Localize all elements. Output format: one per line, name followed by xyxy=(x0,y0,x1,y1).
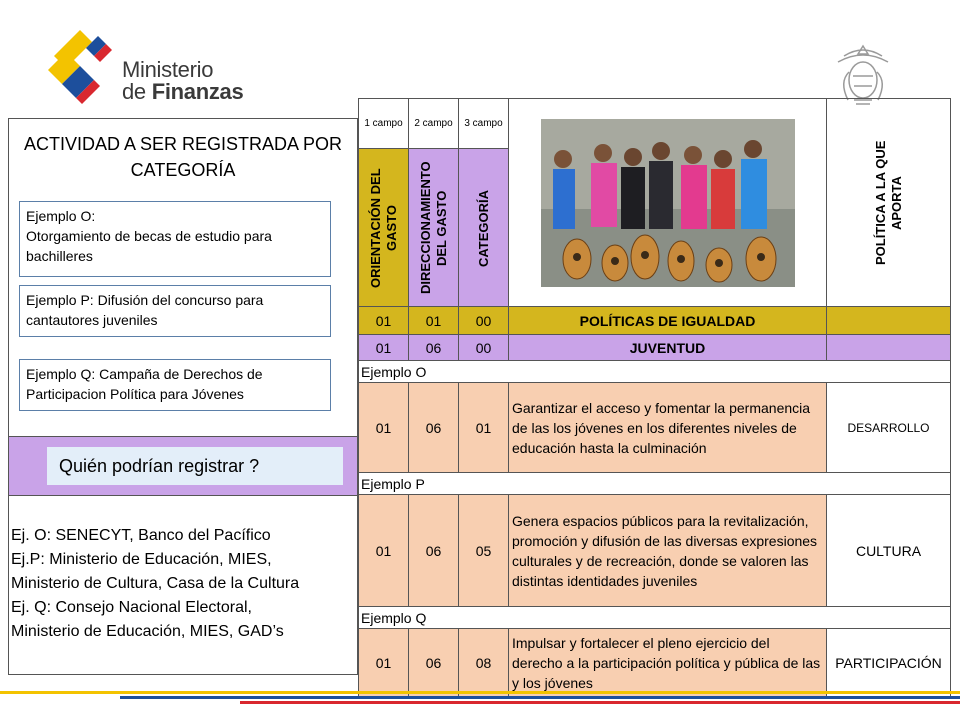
cell-politica: CULTURA xyxy=(827,495,951,607)
who-list xyxy=(8,496,358,675)
cell-campo-3: 05 xyxy=(459,495,509,607)
categoria-label: CATEGORÍA xyxy=(475,188,491,267)
politica-header-label: POLÍTICA A LA QUE APORTA xyxy=(872,140,904,265)
example-q-row-label: Ejemplo Q xyxy=(359,607,951,629)
cell-description: POLÍTICAS DE IGUALDAD xyxy=(509,307,827,335)
example-label-row xyxy=(359,361,951,383)
table-row xyxy=(359,307,951,335)
who-title: Quién podrían registrar ? xyxy=(47,447,343,485)
header-campo-1: 1 campo xyxy=(359,99,409,149)
cell-description: Impulsar y fortalecer el pleno ejercicio del derecho a la participación política y pública de las y los jóvenes xyxy=(509,629,827,697)
who-item: Ej. Q: Consejo Nacional Electoral, xyxy=(11,599,252,616)
youth-photo xyxy=(541,119,795,287)
who-item: Ministerio de Cultura, Casa de la Cultura xyxy=(11,575,300,592)
cell-campo-2: 06 xyxy=(409,495,459,607)
direccionamiento-header xyxy=(409,149,459,307)
who-item: Ej. O: SENECYT, Banco del Pacífico xyxy=(11,527,271,544)
bottom-stripe-red xyxy=(240,701,960,704)
example-label-row xyxy=(359,607,951,629)
cell-politica: PARTICIPACIÓN xyxy=(827,629,951,697)
activity-box xyxy=(8,118,358,437)
youth-photo-cell xyxy=(509,99,827,307)
who-item: Ej.P: Ministerio de Educación, MIES, xyxy=(11,551,272,568)
cell-politica xyxy=(827,307,951,335)
cell-description: Genera espacios públicos para la revitalización, promoción y difusión de las diversas expresiones culturales y de recreación, donde se valoren las distintas identidades juveniles xyxy=(509,495,827,607)
ministerio-logo-text xyxy=(122,59,243,103)
who-band xyxy=(8,436,358,496)
example-label-row xyxy=(359,473,951,495)
cell-campo-3: 01 xyxy=(459,383,509,473)
example-p-box: Ejemplo P: Difusión del concurso para cantautores juveniles xyxy=(19,285,331,337)
cell-campo-1: 01 xyxy=(359,495,409,607)
logo-line-2-bold: Finanzas xyxy=(151,79,244,104)
table-row xyxy=(359,629,951,697)
cell-politica xyxy=(827,335,951,361)
category-table xyxy=(358,98,951,697)
cell-campo-3: 00 xyxy=(459,307,509,335)
cell-campo-2: 06 xyxy=(409,335,459,361)
politica-header xyxy=(827,99,951,307)
cell-campo-1: 01 xyxy=(359,335,409,361)
cell-campo-1: 01 xyxy=(359,307,409,335)
direccionamiento-label: DIRECCIONAMIENTO DEL GASTO xyxy=(417,161,449,294)
logo-line-2-prefix: de xyxy=(122,79,146,104)
cell-campo-2: 06 xyxy=(409,629,459,697)
cell-politica: DESARROLLO xyxy=(827,383,951,473)
cell-campo-1: 01 xyxy=(359,629,409,697)
example-o-row-label: Ejemplo O xyxy=(359,361,951,383)
cell-campo-3: 00 xyxy=(459,335,509,361)
table-row xyxy=(359,335,951,361)
bottom-stripe-blue xyxy=(120,696,960,699)
orientacion-label: ORIENTACIÓN DEL GASTO xyxy=(367,167,399,288)
cell-campo-3: 08 xyxy=(459,629,509,697)
cell-description: JUVENTUD xyxy=(509,335,827,361)
example-o-box xyxy=(19,201,331,277)
header-campo-3: 3 campo xyxy=(459,99,509,149)
example-o-text: Otorgamiento de becas de estudio para bachilleres xyxy=(26,228,272,264)
table-row xyxy=(359,383,951,473)
example-q-box: Ejemplo Q: Campaña de Derechos de Participacion Política para Jóvenes xyxy=(19,359,331,411)
bottom-stripe-yellow xyxy=(0,691,960,694)
example-p-row-label: Ejemplo P xyxy=(359,473,951,495)
ministerio-logo-icon xyxy=(40,22,118,118)
cell-description: Garantizar el acceso y fomentar la permanencia de las los jóvenes en los diferentes niveles de educación hasta la culminación xyxy=(509,383,827,473)
activity-title: ACTIVIDAD A SER REGISTRADA POR CATEGORÍA xyxy=(23,134,343,180)
cell-campo-2: 06 xyxy=(409,383,459,473)
who-item: Ministerio de Educación, MIES, GAD’s xyxy=(11,623,284,640)
youth-guitar-photo-image xyxy=(541,119,795,287)
cell-campo-2: 01 xyxy=(409,307,459,335)
example-o-label: Ejemplo O: xyxy=(26,208,96,224)
logo-line-1: Ministerio xyxy=(122,57,214,82)
logo-line-2 xyxy=(122,81,243,103)
categoria-header xyxy=(459,149,509,307)
header-campo-2: 2 campo xyxy=(409,99,459,149)
ministerio-logo xyxy=(40,22,260,122)
left-panel xyxy=(8,118,358,675)
cell-campo-1: 01 xyxy=(359,383,409,473)
orientacion-header xyxy=(359,149,409,307)
table-row xyxy=(359,495,951,607)
